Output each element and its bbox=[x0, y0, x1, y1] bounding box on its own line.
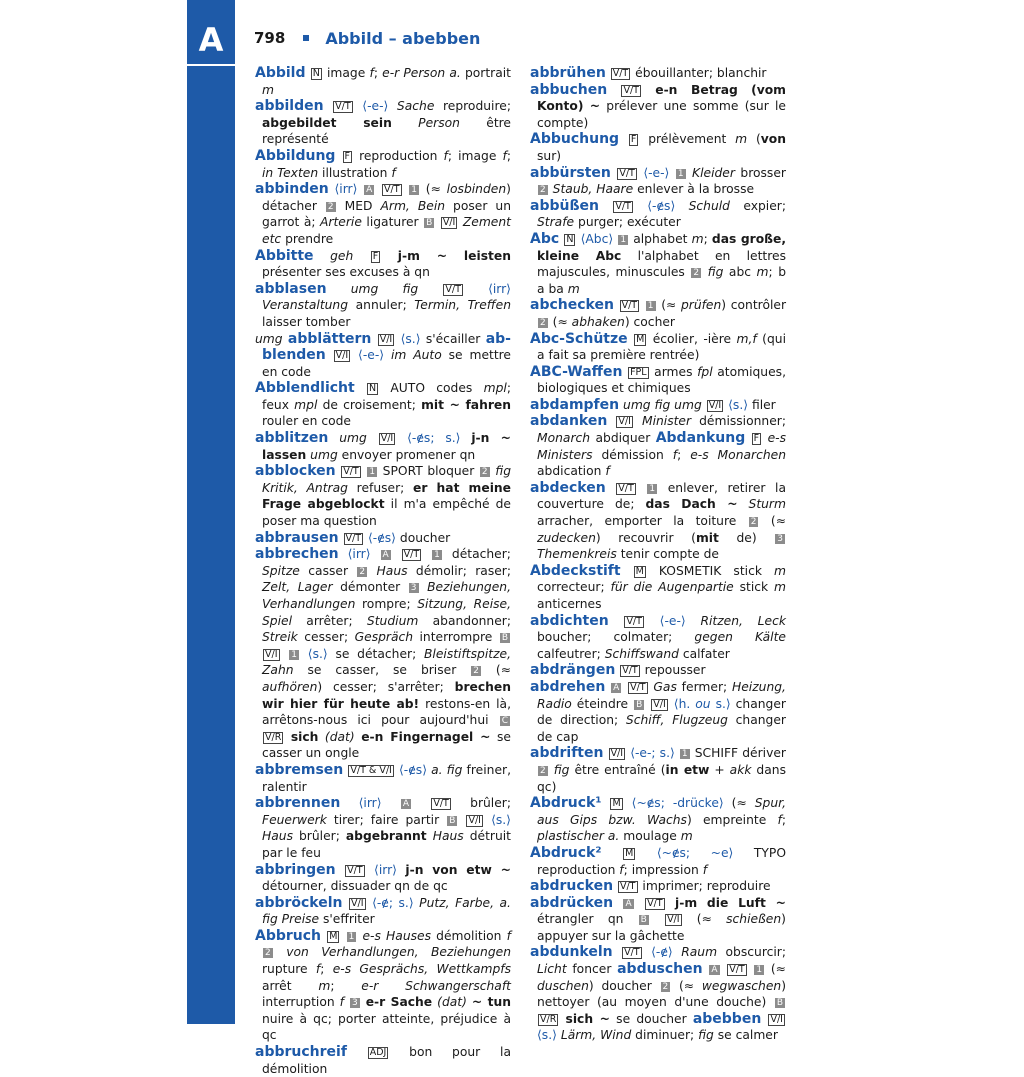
page-number: 798 bbox=[254, 29, 286, 47]
dictionary-entry: abbilden V/T ⟨-e-⟩ Sache reproduire; abgebildet sein Person être représenté bbox=[255, 98, 511, 147]
dictionary-entry: abbrennen ⟨irr⟩ A V/T brûler; Feuerwerk tirer; faire partir B V/I ⟨s.⟩ Haus brûler; abgebrannt Haus détruit par le feu bbox=[255, 795, 511, 860]
dictionary-entry: abbremsen V/T & V/I ⟨-ɇs⟩ a. fig freiner, ralentir bbox=[255, 761, 511, 794]
letter-tab bbox=[187, 0, 235, 1024]
dictionary-entry: ABC-Waffen FPL armes fpl atomiques, biologiques et chimiques bbox=[530, 363, 786, 396]
running-head: Abbild – abebben bbox=[325, 28, 481, 48]
right-column bbox=[530, 65, 786, 1044]
dictionary-entry: abbüßen V/T ⟨-ɇs⟩ Schuld expier; Strafe purger; exécuter bbox=[530, 197, 786, 230]
dictionary-entry: abdrücken A V/T j-m die Luft ~ étrangler qn B V/I (≈ schießen) appuyer sur la gâchette bbox=[530, 894, 786, 943]
dictionary-entry: Abc N ⟨Abc⟩ 1 alphabet m; das große, kleine Abc l'alphabet en lettres majuscules, minuscules 2 fig abc m; b a ba m bbox=[530, 230, 787, 296]
dictionary-entry: abdecken V/T 1 enlever, retirer la couverture de; das Dach ~ Sturm arracher, emporter la toiture 2 (≈ zudecken) recouvrir (mit de) 3 Themenkreis tenir compte de bbox=[530, 479, 786, 562]
dictionary-entry: Abc-Schütze M écolier, -ière m,f (qui a fait sa première rentrée) bbox=[530, 330, 786, 363]
dictionary-entry: abbuchen V/T e-n Betrag (vom Konto) ~ prélever une somme (sur le compte) bbox=[530, 81, 786, 130]
dictionary-entry: abblasen umg fig V/T ⟨irr⟩ Veranstaltung annuler; Termin, Treffen laisser tomber bbox=[255, 280, 511, 329]
dictionary-entry: Abbildung F reproduction f; image f; in Texten illustration f bbox=[255, 147, 511, 180]
dictionary-entry: abblitzen umg V/I ⟨-ɇs; s.⟩ j-n ~ lassen umg envoyer promener qn bbox=[255, 430, 511, 462]
dictionary-entry: abbröckeln V/I ⟨-ɇ; s.⟩ Putz, Farbe, a. fig Preise s'effriter bbox=[255, 894, 511, 927]
dictionary-entry: Abbruch M 1 e-s Hauses démolition f 2 von Verhandlungen, Beziehungen rupture f; e-s Gesprächs, Wettkampfs arrêt m; e-r Schwangerschaft interruption f 3 e-r Sache (dat) ~ tun nuire à qc; porter atteinte, préjudice à qc bbox=[255, 927, 511, 1043]
dictionary-entry: abbrechen ⟨irr⟩ A V/T 1 détacher; Spitze casser 2 Haus démolir; raser; Zelt, Lager démonter 3 Beziehungen, Verhandlungen rompre; Sitzung, Reise, Spiel arrêter; Studium abandonner; Streik cesser; Gespräch interrompre B V/I 1 ⟨s.⟩ se détacher; Bleistiftspitze, Zahn se casser, se briser 2 (≈ aufhören) cesser; s'arrêter; brechen wir hier für heute ab! restons-en là, arrêtons-nous ici pour aujourd'hui C V/R sich (dat) e-n Fingernagel ~ se casser un ongle bbox=[255, 546, 512, 761]
dictionary-entry: abdunkeln V/T ⟨-ɇ⟩ Raum obscurcir; Licht foncer abduschen A V/T 1 (≈ duschen) doucher 2 (≈ wegwaschen) nettoyer (au moyen d'une douche) B V/R sich ~ se doucher abebben V/I ⟨s.⟩ Lärm, Wind diminuer; fig se calmer bbox=[530, 944, 786, 1043]
dictionary-entry: abdrucken V/T imprimer; reproduire bbox=[530, 878, 771, 895]
section-letter: A bbox=[187, 16, 235, 66]
dictionary-entry: abbrühen V/T ébouillanter; blanchir bbox=[530, 65, 767, 81]
dictionary-entry: Abbuchung F prélèvement m (von sur) bbox=[530, 131, 786, 163]
dictionary-entry: abchecken V/T 1 (≈ prüfen) contrôler 2 (≈ abhaken) cocher bbox=[530, 297, 786, 329]
bullet-icon bbox=[303, 35, 309, 41]
dictionary-entry: abbinden ⟨irr⟩ A V/T 1 (≈ losbinden) détacher 2 MED Arm, Bein poser un garrot à; Arterie ligaturer B V/I Zement etc prendre bbox=[255, 181, 512, 246]
dictionary-entry: abdichten V/T ⟨-e-⟩ Ritzen, Leck boucher; colmater; gegen Kälte calfeutrer; Schiffswand calfater bbox=[530, 612, 786, 661]
dictionary-entry: abdampfen umg fig umg V/I ⟨s.⟩ filer bbox=[530, 396, 776, 413]
dictionary-entry: abdriften V/I ⟨-e-; s.⟩ 1 SCHIFF dériver 2 fig être entraîné (in etw + akk dans qc) bbox=[530, 745, 786, 794]
dictionary-entry: Abdruck¹ M ⟨~ɇs; -drücke⟩ (≈ Spur, aus Gips bzw. Wachs) empreinte f; plastischer a. moulage m bbox=[530, 795, 786, 844]
dictionary-entry: Abdruck² M ⟨~ɇs; ~e⟩ TYPO reproduction f; impression f bbox=[530, 844, 786, 877]
dictionary-entry: abdrehen A V/T Gas fermer; Heizung, Radio éteindre B V/I ⟨h. ou s.⟩ changer de direction; Schiff, Flugzeug changer de cap bbox=[530, 678, 786, 744]
dictionary-entry: abdrängen V/T repousser bbox=[530, 662, 706, 679]
dictionary-entry: Abbitte geh F j-m ~ leisten présenter ses excuses à qn bbox=[255, 247, 511, 280]
dictionary-entry: abbringen V/T ⟨irr⟩ j-n von etw ~ détourner, dissuader qn de qc bbox=[255, 861, 511, 894]
left-column bbox=[255, 65, 511, 1077]
dictionary-entry: Abdeckstift M KOSMETIK stick m correcteur; für die Augenpartie stick m anticernes bbox=[530, 562, 786, 611]
dictionary-entry: Abbild N image f; e-r Person a. portrait m bbox=[255, 65, 511, 97]
dictionary-entry: abbürsten V/T ⟨-e-⟩ 1 Kleider brosser 2 Staub, Haare enlever à la brosse bbox=[530, 164, 786, 197]
dictionary-entry: umg abblättern V/I ⟨s.⟩ s'écailler abblenden V/I ⟨-e-⟩ im Auto se mettre en code bbox=[255, 330, 511, 379]
dictionary-entry: abbruchreif ADJ bon pour la démolition bbox=[255, 1044, 511, 1076]
page-header bbox=[254, 26, 480, 50]
dictionary-entry: abbrausen V/T ⟨-ɇs⟩ doucher bbox=[255, 529, 451, 546]
dictionary-entry: abblocken V/T 1 SPORT bloquer 2 fig Kritik, Antrag refuser; er hat meine Frage abgeblockt il m'a empêché de poser ma question bbox=[255, 463, 511, 529]
dictionary-entry: Abblendlicht N AUTO codes mpl; feux mpl de croisement; mit ~ fahren rouler en code bbox=[255, 380, 511, 429]
dictionary-entry: abdanken V/I Minister démissionner; Monarch abdiquer Abdankung F e-s Ministers démission f; e-s Monarchen abdication f bbox=[530, 413, 786, 479]
